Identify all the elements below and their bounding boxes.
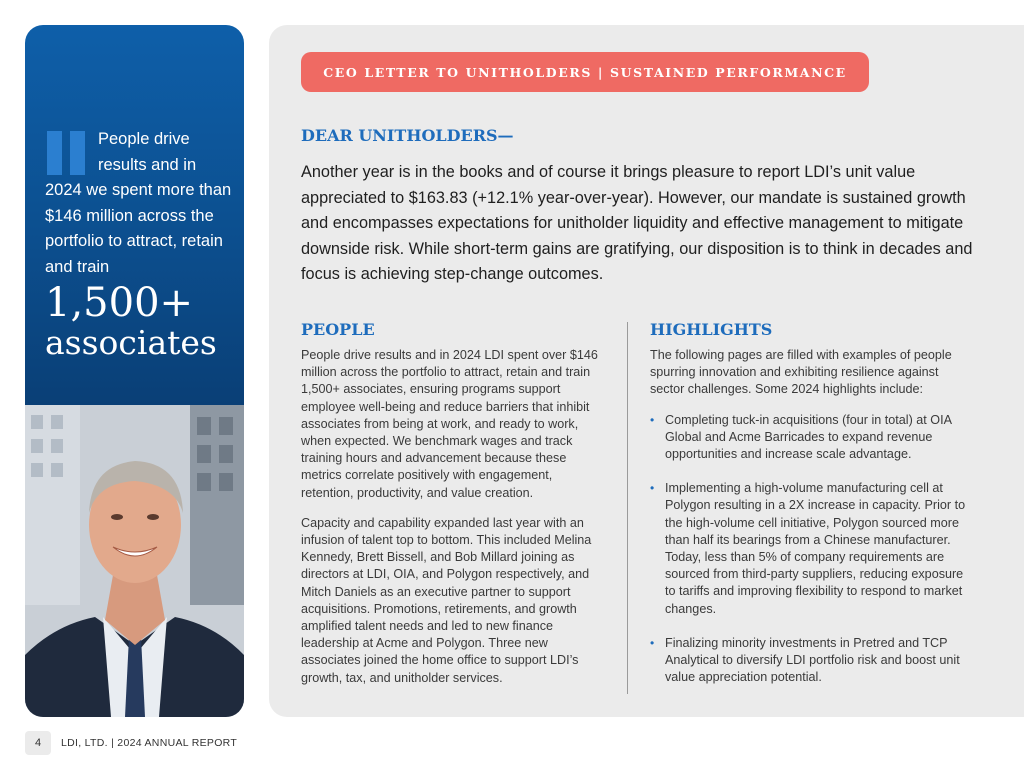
sidebar-stat-number: 1,500+ xyxy=(45,280,194,326)
people-column xyxy=(301,347,603,700)
footer-text: LDI, LTD. | 2024 ANNUAL REPORT xyxy=(61,737,238,749)
sidebar-stat-label: associates xyxy=(45,323,217,362)
sidebar-quote xyxy=(45,127,235,281)
salutation: DEAR UNITHOLDERS— xyxy=(301,126,514,145)
highlights-intro: The following pages are filled with examples of people spurring innovation and exhibiting resilience against sector challenges. Some 2024 highlights include: xyxy=(650,348,952,397)
sidebar-quote-line1: People drive xyxy=(98,130,190,148)
page-number: 4 xyxy=(25,731,51,755)
sidebar-panel xyxy=(25,25,244,717)
sidebar-stat xyxy=(45,280,244,363)
highlights-list xyxy=(650,412,968,687)
sidebar-quote-rest: 2024 we spent more than $146 million across the portfolio to attract, retain and train xyxy=(45,181,232,276)
column-divider xyxy=(627,322,628,694)
people-paragraph-2: Capacity and capability expanded last year with an infusion of talent top to bottom. This included Melina Kennedy, Brett Bissell, and Bob Millard joining as directors at LDI, OIA, and Polygon respectively, and Mitch Daniels as an executive partner to support acquisitions. Promotions, retirements, and growth amplified talent needs and led to new finance leadership at Acme and Polygon. Three new associates joined the home office to support LDI’s growth, tax, and unitholder services. xyxy=(301,515,592,685)
highlight-item-1: • Completing tuck-in acquisitions (four in total) at OIA Global and Acme Barricades to expand revenue opportunities and increase scale advantage. xyxy=(650,412,968,464)
sidebar-quote-line2: results and in xyxy=(98,155,197,174)
lead-paragraph: Another year is in the books and of course it brings pleasure to report LDI’s unit value appreciated to $163.83 (+12.1% year-over-year). However, our mandate is sustained growth and encompasses expectations for unitholder liquidity and effective management to mitigate downside risk. While short-term gains are gratifying, our disposition is to think in decades and focus is achieving step-change outcomes. xyxy=(301,163,973,283)
highlight-item-2: • Implementing a high-volume manufacturing cell at Polygon resulting in a 2X increase in capacity. Prior to the high-volume cell initiative, Polygon sourced more than half its bearings from a Chinese manufacturer. Today, less than 5% of company requirements are sourced from third-party suppliers, reducing exposure to tariffs and improving flexibility to respond to market changes. xyxy=(650,480,968,618)
page-footer xyxy=(25,731,237,755)
people-heading: PEOPLE xyxy=(301,320,375,339)
highlights-heading: HIGHLIGHTS xyxy=(650,320,773,339)
section-banner: CEO LETTER TO UNITHOLDERS | SUSTAINED PERFORMANCE xyxy=(301,52,869,92)
ceo-photo xyxy=(25,405,244,717)
highlight-item-3: • Finalizing minority investments in Pretred and TCP Analytical to diversify LDI portfolio risk and boost unit value appreciation potential. xyxy=(650,635,968,687)
ceo-portrait-image xyxy=(25,405,244,717)
people-paragraph-1: People drive results and in 2024 LDI spent over $146 million across the portfolio to attract, retain and train 1,500+ associates, ensuring programs support employee well-being and reduce barriers that inhibit associates from being at work, and ready to work, when expected. We benchmark wages and track training hours and advancement because these metrics correlate positively with engagement, retention, productivity, and value creation. xyxy=(301,348,598,500)
highlights-column xyxy=(650,347,968,703)
